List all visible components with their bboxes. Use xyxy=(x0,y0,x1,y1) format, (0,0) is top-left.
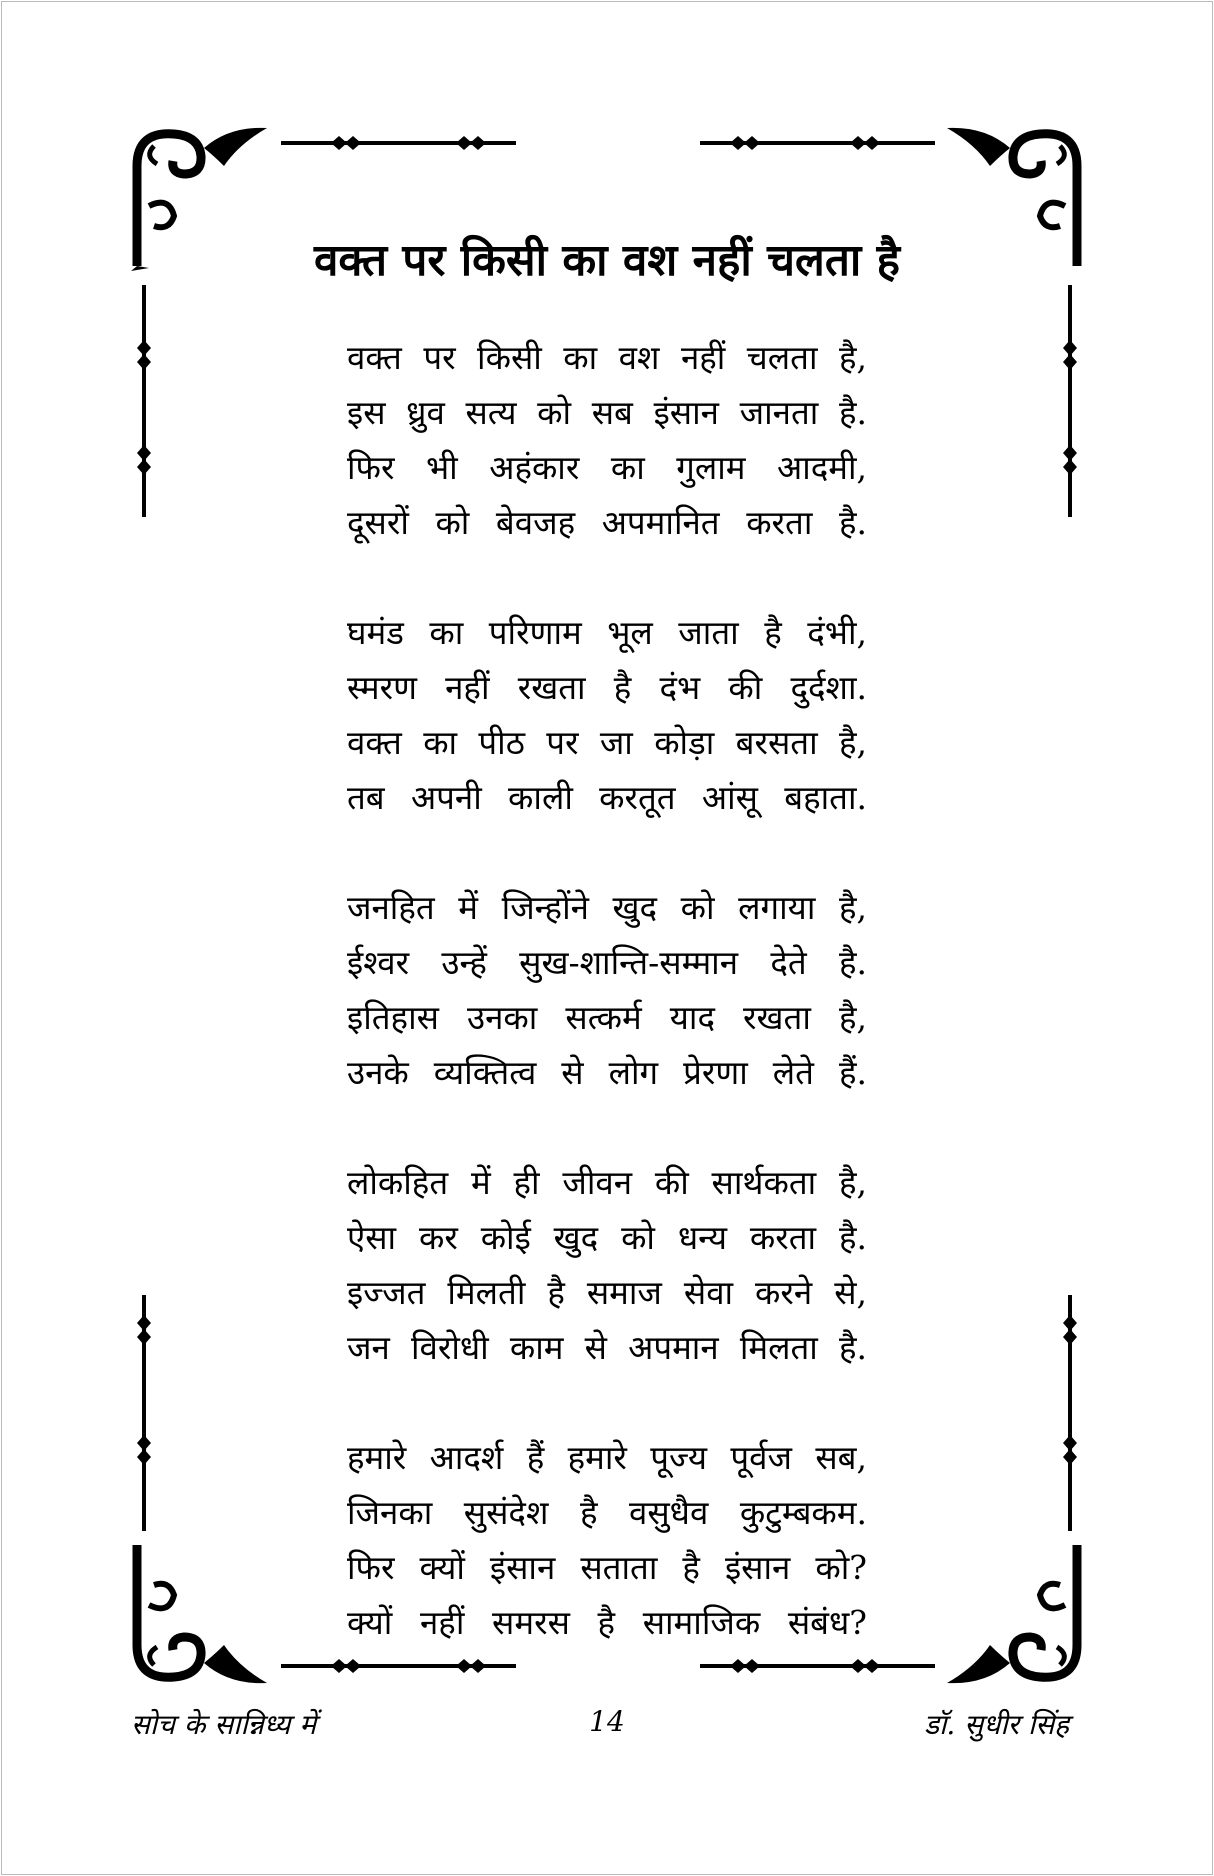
poem-title: वक्त पर किसी का वश नहीं चलता है xyxy=(313,235,901,286)
poem-line: फिर क्यों इंसान सताता है इंसान को? xyxy=(347,1548,867,1587)
poem-line: फिर भी अहंकार का गुलाम आदमी, xyxy=(347,448,867,487)
footer-book-title: सोच के सान्निध्य में xyxy=(131,1708,317,1741)
stanza xyxy=(347,1430,867,1650)
rule-top-right xyxy=(700,133,935,153)
poem-line: इतिहास उनका सत्कर्म याद रखता है, xyxy=(347,998,867,1037)
poem-line: लोकहित में ही जीवन की सार्थकता है, xyxy=(347,1163,867,1202)
stanza xyxy=(347,330,867,550)
footer-author: डॉ. सुधीर सिंह xyxy=(924,1708,1069,1741)
rule-left-upper xyxy=(134,285,154,517)
rule-right-lower xyxy=(1060,1295,1080,1531)
rule-top-left xyxy=(281,133,516,153)
poem-line: क्यों नहीं समरस है सामाजिक संबंध? xyxy=(347,1603,867,1642)
poem-line: स्मरण नहीं रखता है दंभ की दुर्दशा. xyxy=(347,668,867,707)
rule-left-lower xyxy=(134,1295,154,1531)
corner-ornament-bottom-left xyxy=(129,1540,269,1685)
poem-line: इज्जत मिलती है समाज सेवा करने से, xyxy=(347,1273,867,1312)
poem-line: घमंड का परिणाम भूल जाता है दंभी, xyxy=(347,613,867,652)
rule-right-upper xyxy=(1060,285,1080,517)
poem-line: वक्त पर किसी का वश नहीं चलता है, xyxy=(347,338,867,377)
poem-line: इस ध्रुव सत्य को सब इंसान जानता है. xyxy=(347,393,867,432)
poem-body xyxy=(347,330,867,1705)
poem-line: हमारे आदर्श हैं हमारे पूज्य पूर्वज सब, xyxy=(347,1438,867,1477)
poem-line: वक्त का पीठ पर जा कोड़ा बरसता है, xyxy=(347,723,867,762)
poem-line: दूसरों को बेवजह अपमानित करता है. xyxy=(347,503,867,542)
poem-line: जिनका सुसंदेश है वसुधैव कुटुम्बकम. xyxy=(347,1493,867,1532)
corner-ornament-bottom-right xyxy=(945,1540,1085,1685)
stanza xyxy=(347,605,867,825)
stanza xyxy=(347,880,867,1100)
poem-line: उनके व्यक्तित्व से लोग प्रेरणा लेते हैं. xyxy=(347,1053,867,1092)
poem-line: तब अपनी काली करतूत आंसू बहाता. xyxy=(347,778,867,817)
poem-line: ईश्वर उन्हें सुख-शान्ति-सम्मान देते है. xyxy=(347,943,867,982)
page-number: 14 xyxy=(589,1705,625,1738)
poem-line: जनहित में जिन्होंने खुद को लगाया है, xyxy=(347,888,867,927)
stanza xyxy=(347,1155,867,1375)
poem-line: ऐसा कर कोई खुद को धन्य करता है. xyxy=(347,1218,867,1257)
poem-line: जन विरोधी काम से अपमान मिलता है. xyxy=(347,1328,867,1367)
